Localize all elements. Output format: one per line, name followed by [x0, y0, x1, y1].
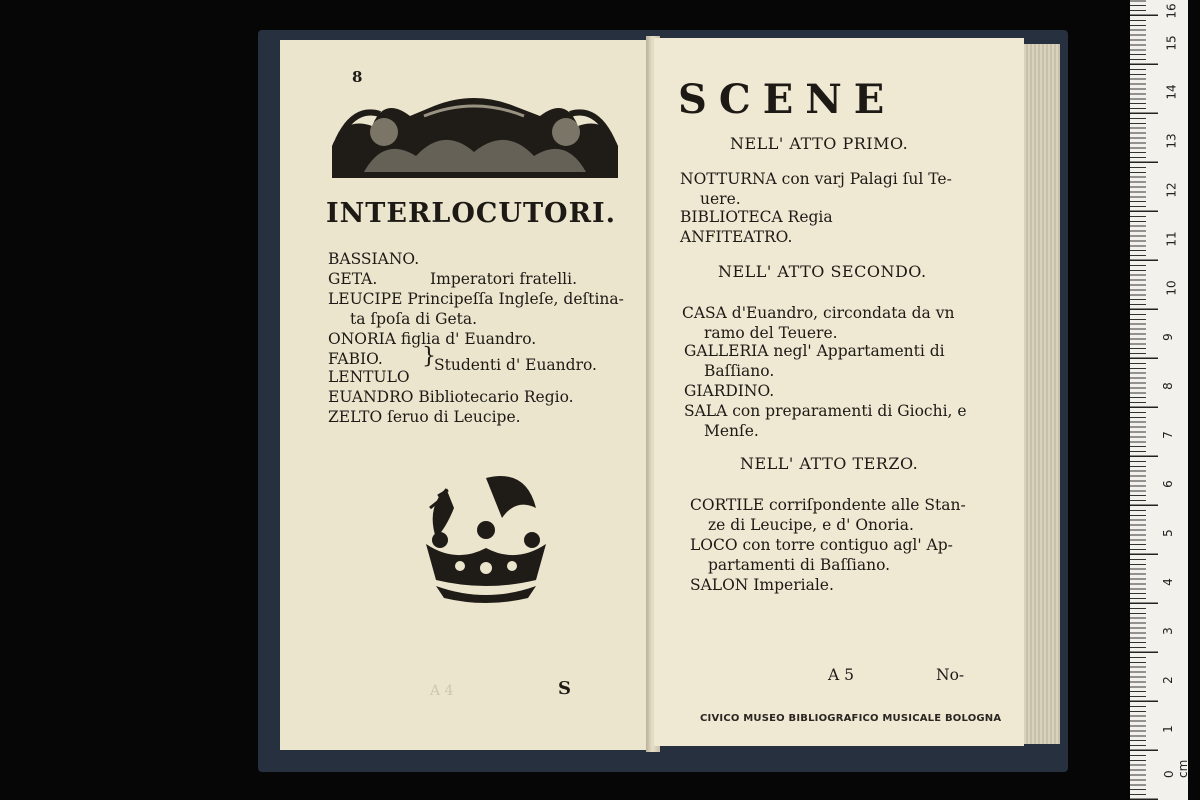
page-number: 8 [352, 68, 363, 86]
character-line: FABIO. [328, 350, 383, 368]
crown-ornament [416, 468, 556, 608]
library-stamp: CIVICO MUSEO BIBLIOGRAFICO MUSICALE BOLOGNA [700, 713, 1002, 724]
ruler-label: 15 [1164, 35, 1179, 51]
signature-mark: A 5 [828, 666, 854, 684]
page-title: INTERLOCUTORI. [326, 198, 617, 229]
ruler-label: 12 [1164, 182, 1179, 198]
character-line: GETA. [328, 270, 378, 288]
ruler-label: 13 [1164, 133, 1179, 149]
scene-line: ANFITEATRO. [680, 228, 793, 246]
ruler-cm-ticks [1130, 0, 1158, 800]
left-page [280, 40, 652, 750]
page-title: SCENE [678, 76, 897, 123]
ruler-label: 9 [1160, 333, 1175, 341]
scene-line: SALA con preparamenti di Giochi, e [684, 402, 967, 420]
scene-line: partamenti di Baſſiano. [708, 556, 891, 574]
scene-line: NOTTURNA con varj Palagi ſul Te- [680, 170, 952, 188]
ruler-label: 6 [1160, 480, 1175, 488]
ruler-label: 1 [1160, 725, 1175, 733]
character-note: Imperatori fratelli. [430, 270, 578, 288]
character-note: Studenti d' Euandro. [434, 356, 597, 374]
ruler-label: 3 [1160, 627, 1175, 635]
scene-line: SALON Imperiale. [690, 576, 834, 594]
character-line: EUANDRO Bibliotecario Regio. [328, 388, 574, 406]
scene-line: GALLERIA negl' Appartamenti di [684, 342, 945, 360]
ruler-label: 5 [1160, 529, 1175, 537]
ruler-label: 10 [1164, 280, 1179, 296]
scene-line: ramo del Teuere. [704, 324, 838, 342]
faint-bleedthrough: A 4 [430, 683, 454, 699]
catchword: No- [936, 666, 965, 684]
ruler-label: 0 cm [1162, 759, 1190, 778]
ruler-label: 11 [1164, 231, 1179, 247]
character-line: LENTULO [328, 368, 410, 386]
character-line: LEUCIPE Principeſſa Ingleſe, deſtina- [328, 290, 624, 308]
brace: } [422, 344, 436, 369]
scene-line: CASA d'Euandro, circondata da vn [682, 304, 955, 322]
ornament-headpiece [324, 86, 626, 182]
scene-line: Baſſiano. [704, 362, 775, 380]
measuring-ruler [1130, 0, 1188, 800]
act-heading: NELL' ATTO PRIMO. [730, 134, 909, 153]
act-heading: NELL' ATTO SECONDO. [718, 262, 927, 281]
right-page [654, 38, 1024, 746]
character-line: ONORIA figlia d' Euandro. [328, 330, 537, 348]
ruler-label: 7 [1160, 431, 1175, 439]
scene-line: GIARDINO. [684, 382, 775, 400]
character-line: BASSIANO. [328, 250, 420, 268]
signature-mark: S [558, 678, 571, 699]
scene-line: LOCO con torre contiguo agl' Ap- [690, 536, 953, 554]
ruler-label: 2 [1160, 676, 1175, 684]
ruler-label: 16 [1164, 3, 1179, 19]
scene-line: CORTILE corriſpondente alle Stan- [690, 496, 966, 514]
act-heading: NELL' ATTO TERZO. [740, 454, 919, 473]
ruler-label: 4 [1160, 578, 1175, 586]
page-edges [1024, 44, 1060, 744]
scene-line: ze di Leucipe, e d' Onoria. [708, 516, 914, 534]
scene-line: uere. [700, 190, 741, 208]
character-line: ta ſpoſa di Geta. [350, 310, 478, 328]
scene-line: BIBLIOTECA Regia [680, 208, 833, 226]
ruler-label: 8 [1160, 382, 1175, 390]
ruler-label: 14 [1164, 84, 1179, 100]
scene-line: Menſe. [704, 422, 759, 440]
character-line: ZELTO ſeruo di Leucipe. [328, 408, 521, 426]
